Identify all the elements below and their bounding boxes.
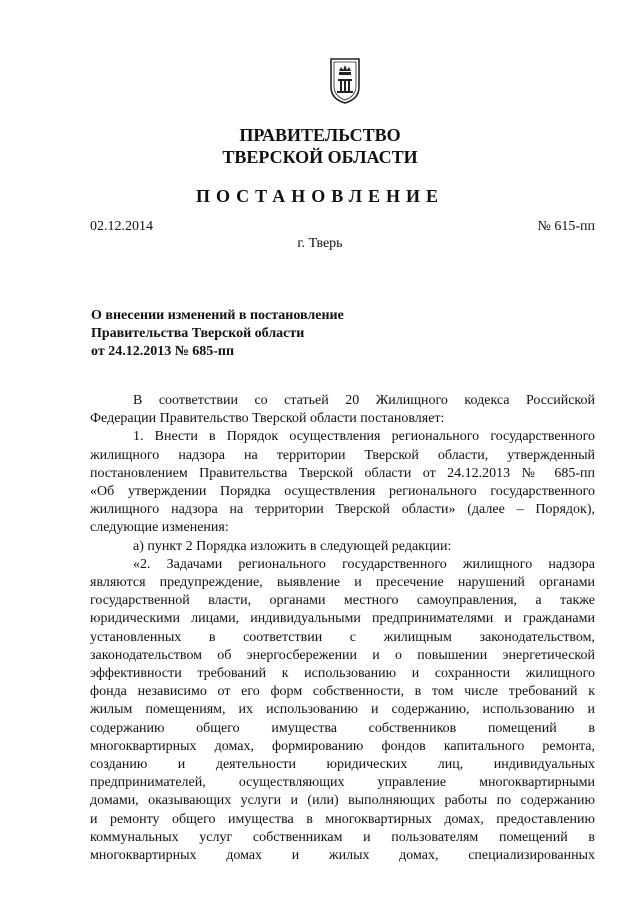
body-line: государственной власти, органами местного самоуправления, а также xyxy=(90,593,595,609)
body-line: юридическими лицами, индивидуальными предпринимателями и гражданами xyxy=(90,611,595,627)
subject-line: от 24.12.2013 № 685-пп xyxy=(91,344,235,359)
body-line: а) пункт 2 Порядка изложить в следующей редакции: xyxy=(133,538,452,554)
document-subject xyxy=(91,307,344,361)
body-line: домами, оказывающих услуги и (или) выполняющих работы по содержанию xyxy=(90,793,595,809)
body-line: 1. Внести в Порядок осуществления регионального государственного xyxy=(133,429,595,445)
body-line: жилым помещениям, их использованию и содержанию, использованию и xyxy=(90,702,595,718)
body-line: фонда независимо от его форм собственности, в том числе требований к xyxy=(90,684,595,700)
document-date: 02.12.2014 xyxy=(90,219,153,234)
subject-line: О внесении изменений в постановление xyxy=(91,308,344,323)
document-body xyxy=(90,392,595,865)
document-number: № 615-пп xyxy=(537,219,595,234)
body-line: многоквартирных домах и жилых домах, специализированных xyxy=(90,848,595,864)
body-line: предпринимателей, осуществляющих управление многоквартирными xyxy=(90,775,595,791)
body-line: установленных в соответствии с жилищным законодательством, xyxy=(90,629,595,645)
subject-line: Правительства Тверской области xyxy=(91,326,305,341)
body-line: содержанию общего имущества собственников помещений в xyxy=(90,720,595,736)
body-line: «2. Задачами регионального государственного жилищного надзора xyxy=(133,556,595,572)
body-line: являются предупреждение, выявление и пресечение нарушений органами xyxy=(90,575,595,591)
body-line: и ремонту общего имущества в многоквартирных домах, предоставлению xyxy=(90,811,595,827)
body-line: коммунальных услуг собственникам и пользователям помещений в xyxy=(90,829,595,845)
body-line: постановлением Правительства Тверской области от 24.12.2013 № 685-пп xyxy=(90,465,595,481)
body-line: «Об утверждении Порядка осуществления регионального государственного xyxy=(90,484,595,500)
document-city: г. Тверь xyxy=(297,236,343,251)
body-line: Федерации Правительство Тверской области постановляет: xyxy=(90,411,445,427)
body-line: многоквартирных домах, формированию фондов капитального ремонта, xyxy=(90,738,595,754)
body-line: законодательством об энергосбережении и о повышении энергетической xyxy=(90,647,595,663)
document-type: ПОСТАНОВЛЕНИЕ xyxy=(195,186,445,206)
body-line: эффективности требований к использованию и сохранности жилищного xyxy=(90,666,595,682)
org-name-line2: ТВЕРСКОЙ ОБЛАСТИ xyxy=(222,147,418,167)
body-line: жилищного надзора на территории Тверской области» (далее – Порядок), xyxy=(90,502,595,518)
body-line: созданию и деятельности юридических лиц, индивидуальных xyxy=(90,757,595,773)
body-line: В соответствии со статьей 20 Жилищного кодекса Российской xyxy=(133,393,595,408)
body-line: следующие изменения: xyxy=(90,520,229,536)
coat-of-arms-icon xyxy=(329,57,361,105)
org-name-line1: ПРАВИТЕЛЬСТВО xyxy=(239,125,401,145)
body-line: жилищного надзора на территории Тверской области, утвержденный xyxy=(90,447,595,463)
